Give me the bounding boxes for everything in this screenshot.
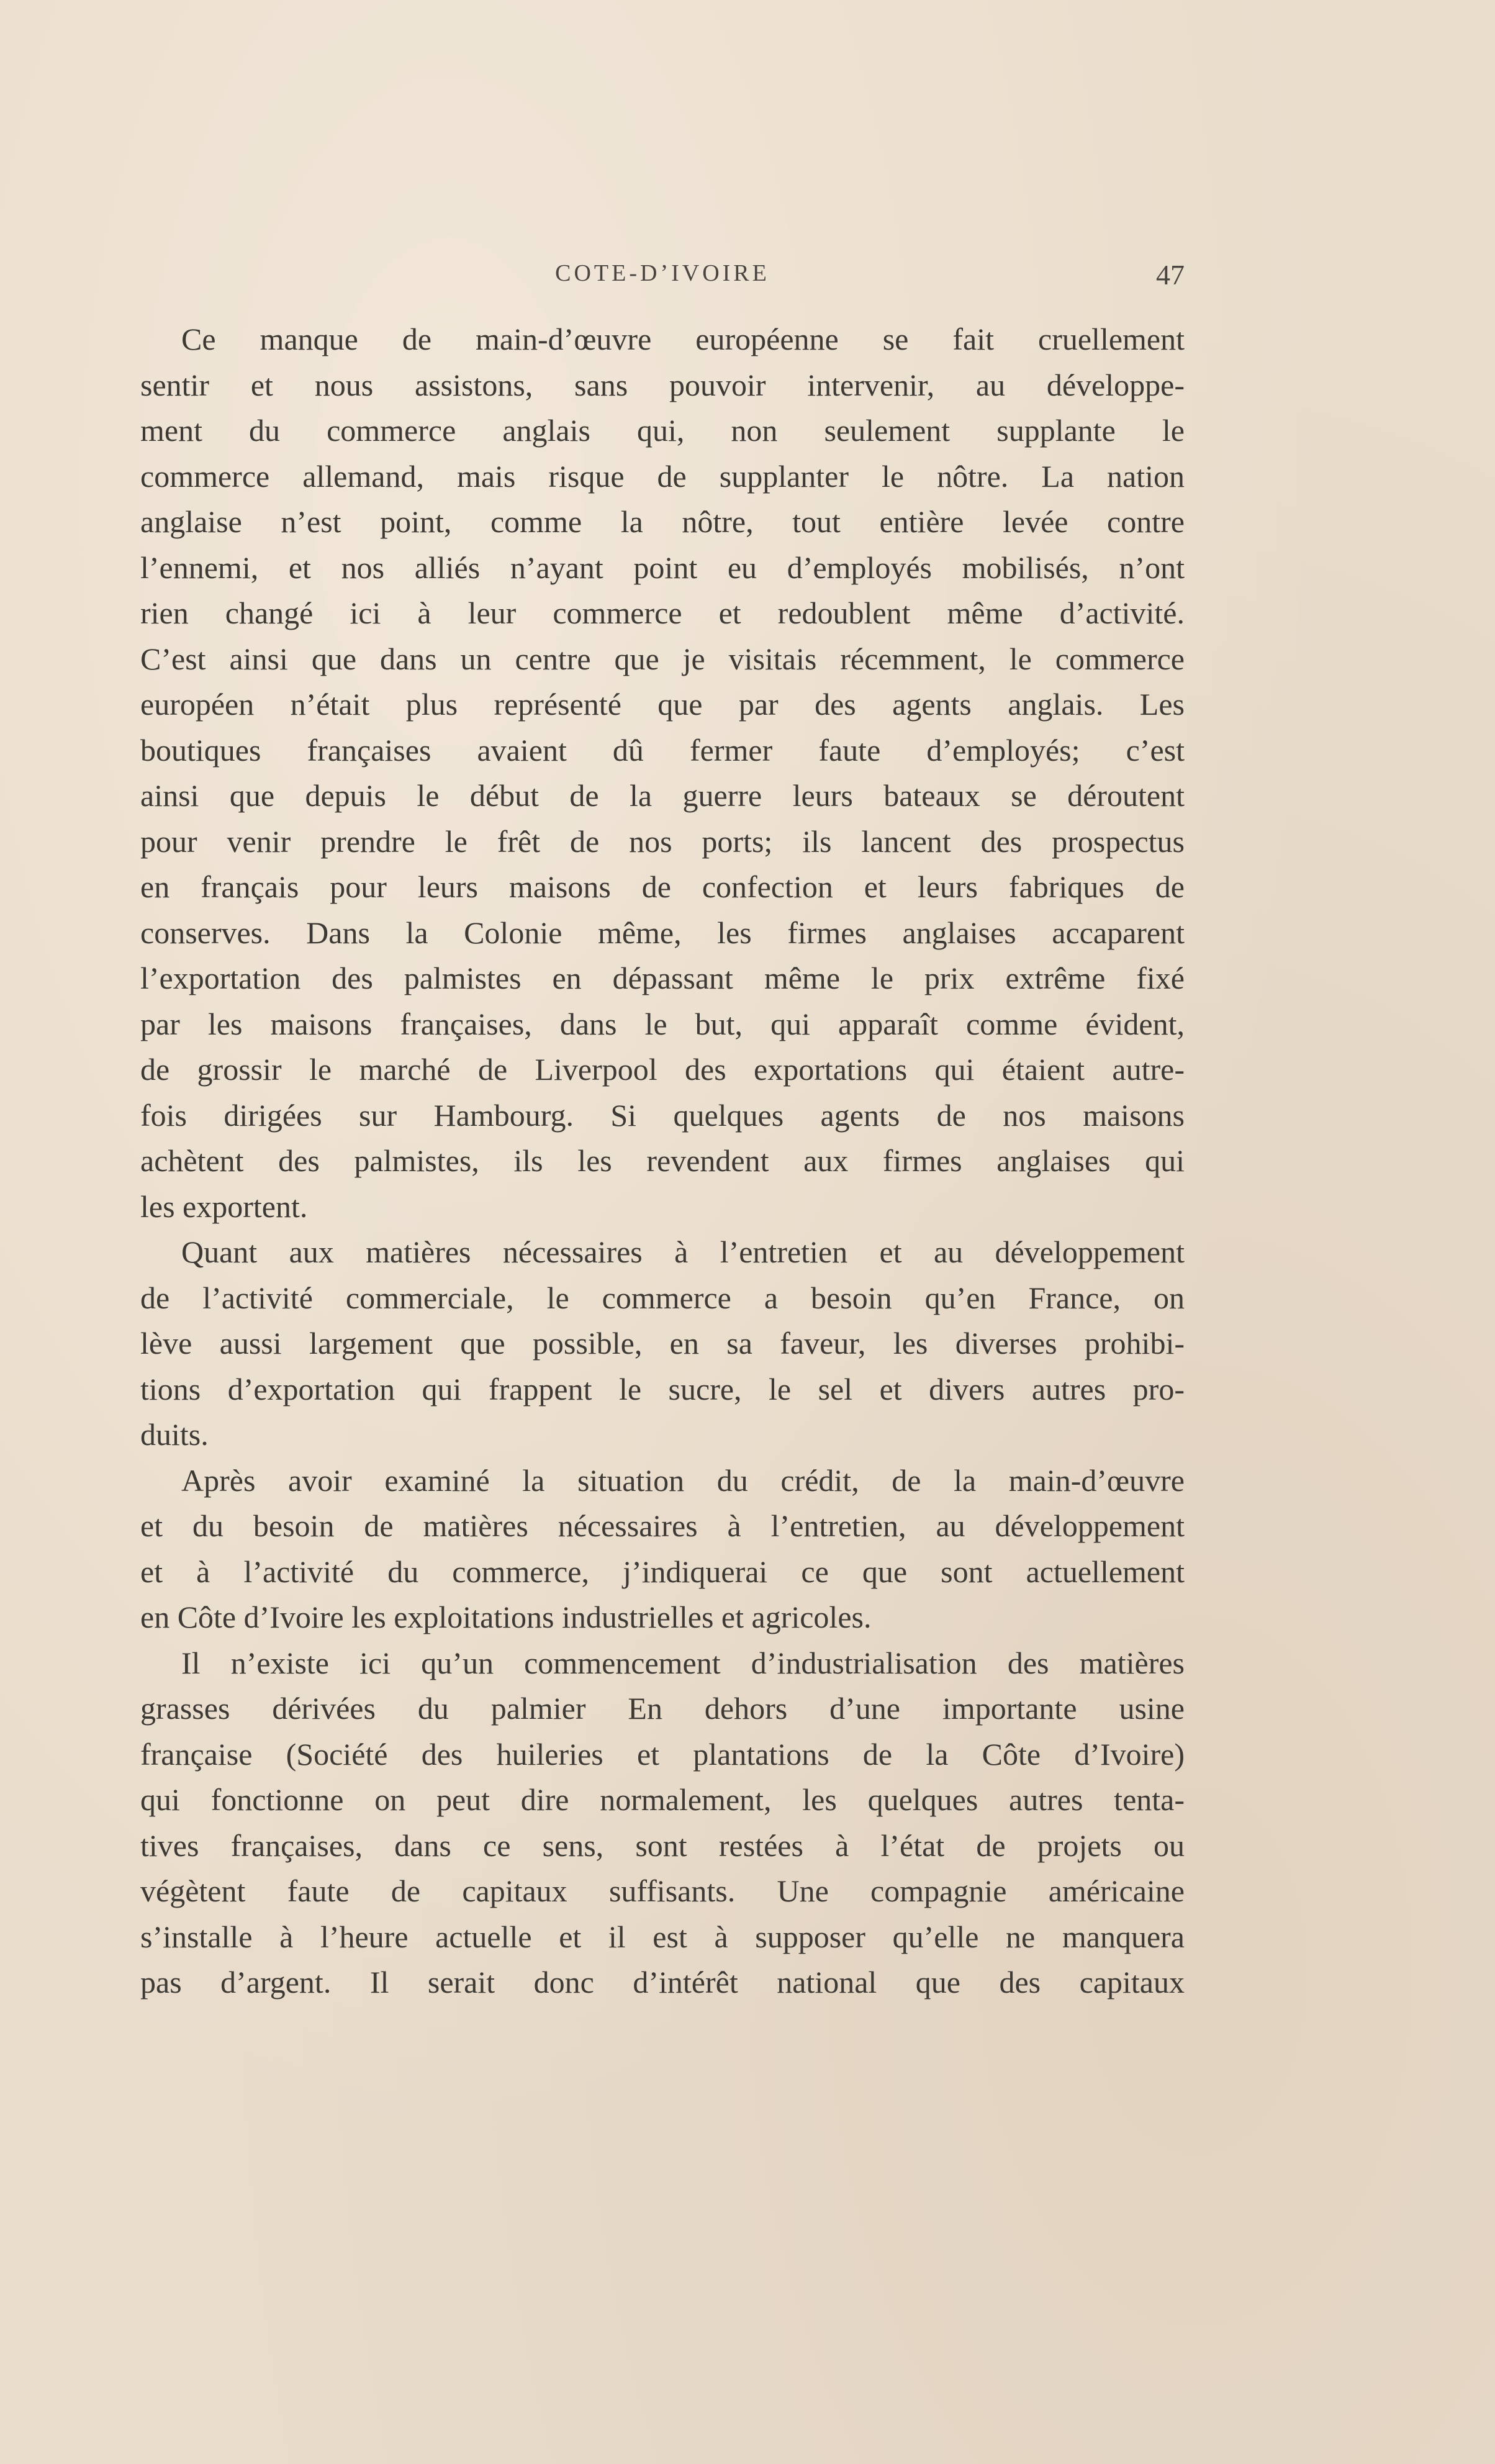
paragraph-2: [140, 1230, 1185, 1458]
text-line: commerce allemand, mais risque de supplanter le nôtre. La nation: [140, 458, 1185, 494]
text-line: tions d’exportation qui frappent le sucre, le sel et divers autres pro-: [140, 1371, 1185, 1406]
text-line: C’est ainsi que dans un centre que je visitais récemment, le commerce: [140, 641, 1185, 676]
running-head: [140, 260, 1185, 297]
text-line: lève aussi largement que possible, en sa faveur, les diverses prohibi-: [140, 1326, 1185, 1361]
text-line: conserves. Dans la Colonie même, les firmes anglaises accaparent: [140, 915, 1185, 950]
text-line: l’ennemi, et nos alliés n’ayant point eu d’employés mobilisés, n’ont: [140, 550, 1185, 585]
text-line: sentir et nous assistons, sans pouvoir intervenir, au développe-: [140, 367, 1185, 402]
text-line: par les maisons françaises, dans le but, qui apparaît comme évident,: [140, 1006, 1185, 1041]
paragraph-3: [140, 1458, 1185, 1641]
text-line: ainsi que depuis le début de la guerre leurs bateaux se déroutent: [140, 778, 1185, 813]
page-number: 47: [1156, 259, 1185, 291]
text-line: les exportent.: [140, 1189, 308, 1224]
text-line: grasses dérivées du palmier En dehors d’une importante usine: [140, 1691, 1185, 1726]
text-line: s’installe à l’heure actuelle et il est à supposer qu’elle ne manquera: [140, 1919, 1185, 1954]
text-line: végètent faute de capitaux suffisants. Une compagnie américaine: [140, 1873, 1185, 1908]
text-line: Quant aux matières nécessaires à l’entretien et au développement: [181, 1234, 1185, 1269]
text-line: rien changé ici à leur commerce et redoublent même d’activité.: [140, 596, 1185, 630]
text-line: boutiques françaises avaient dû fermer faute d’employés; c’est: [140, 732, 1185, 768]
text-line: et à l’activité du commerce, j’indiquerai ce que sont actuellement: [140, 1554, 1185, 1589]
text-line: et du besoin de matières nécessaires à l’entretien, au développement: [140, 1508, 1185, 1543]
text-line: en Côte d’Ivoire les exploitations industrielles et agricoles.: [140, 1600, 872, 1634]
text-line: qui fonctionne on peut dire normalement, les quelques autres tenta-: [140, 1782, 1185, 1817]
paragraph-4: [140, 1641, 1185, 2006]
text-line: tives françaises, dans ce sens, sont restées à l’état de projets ou: [140, 1828, 1185, 1863]
paragraph-1: [140, 317, 1185, 1230]
body-text: [140, 317, 1185, 2006]
text-line: achètent des palmistes, ils les revendent aux firmes anglaises qui: [140, 1143, 1185, 1178]
text-line: anglaise n’est point, comme la nôtre, tout entière levée contre: [140, 504, 1185, 539]
text-line: fois dirigées sur Hambourg. Si quelques agents de nos maisons: [140, 1097, 1185, 1133]
text-line: duits.: [140, 1417, 209, 1452]
text-line: l’exportation des palmistes en dépassant même le prix extrême fixé: [140, 961, 1185, 995]
text-line: Après avoir examiné la situation du crédit, de la main-d’œuvre: [181, 1462, 1185, 1498]
text-line: française (Société des huileries et plantations de la Côte d’Ivoire): [140, 1736, 1185, 1772]
text-line: Ce manque de main-d’œuvre européenne se fait cruellement: [181, 322, 1185, 356]
text-line: ment du commerce anglais qui, non seulement supplante le: [140, 413, 1185, 448]
running-title: COTE-D’IVOIRE: [555, 260, 770, 286]
text-line: en français pour leurs maisons de confection et leurs fabriques de: [140, 869, 1185, 904]
text-line: Il n’existe ici qu’un commencement d’industrialisation des matières: [181, 1645, 1185, 1680]
text-line: de l’activité commerciale, le commerce a besoin qu’en France, on: [140, 1280, 1185, 1315]
text-line: pour venir prendre le frêt de nos ports; ils lancent des prospectus: [140, 823, 1185, 859]
text-line: pas d’argent. Il serait donc d’intérêt national que des capitaux: [140, 1965, 1185, 2000]
text-line: de grossir le marché de Liverpool des exportations qui étaient autre-: [140, 1052, 1185, 1087]
text-line: européen n’était plus représenté que par des agents anglais. Les: [140, 687, 1185, 722]
